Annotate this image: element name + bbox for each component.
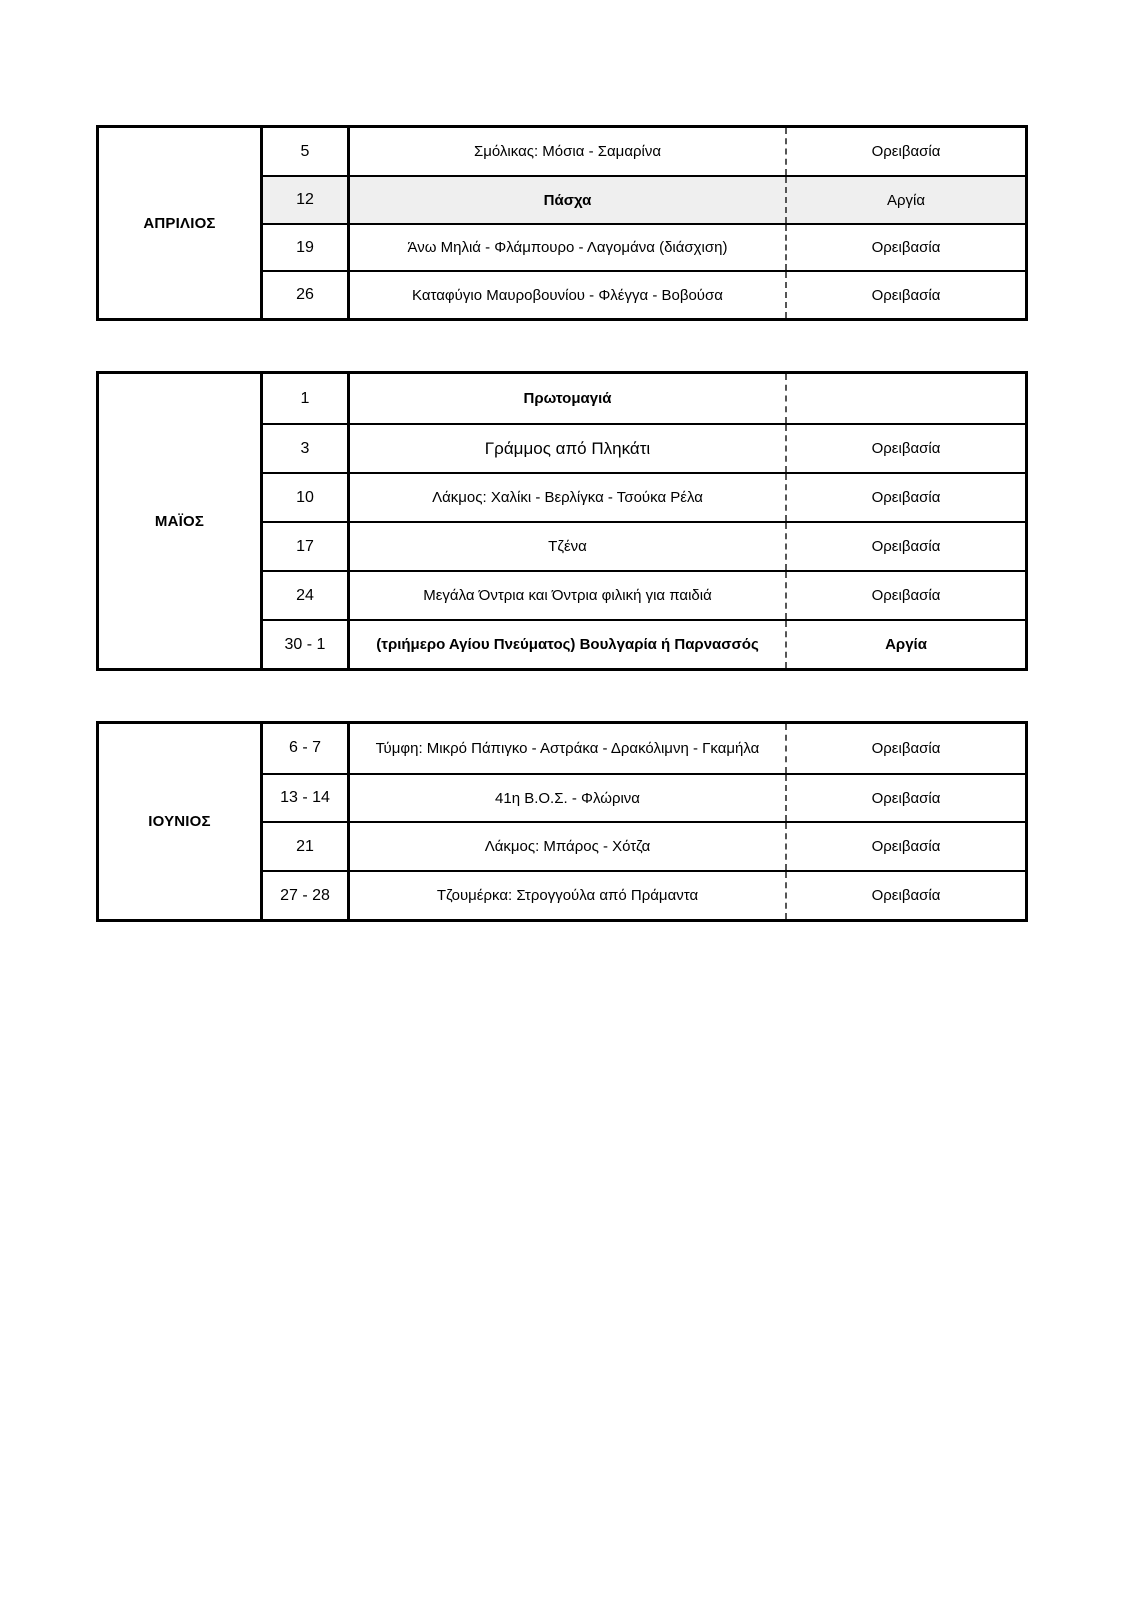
date-cell: 24 bbox=[263, 572, 350, 619]
table-row bbox=[263, 223, 1025, 271]
june-table bbox=[96, 721, 1028, 922]
table-row bbox=[263, 472, 1025, 521]
date-cell: 26 bbox=[263, 272, 350, 318]
route-cell: Καταφύγιο Μαυροβουνίου - Φλέγγα - Βοβούσα bbox=[350, 272, 787, 318]
date-cell: 19 bbox=[263, 225, 350, 271]
activity-type-cell: Ορειβασία bbox=[787, 425, 1025, 472]
activity-type-cell: Αργία bbox=[787, 177, 1025, 223]
route-cell: Τζένα bbox=[350, 523, 787, 570]
route-cell: (τριήμερο Αγίου Πνεύματος) Βουλγαρία ή Παρνασσός bbox=[350, 621, 787, 668]
month-label-june: ΙΟΥΝΙΟΣ bbox=[99, 724, 263, 919]
activity-type-cell: Ορειβασία bbox=[787, 823, 1025, 870]
date-cell: 1 bbox=[263, 374, 350, 423]
activity-type-cell: Ορειβασία bbox=[787, 775, 1025, 822]
table-row bbox=[263, 570, 1025, 619]
may-rows bbox=[263, 374, 1025, 668]
table-row bbox=[263, 870, 1025, 919]
route-cell: Άνω Μηλιά - Φλάμπουρο - Λαγομάνα (διάσχιση) bbox=[350, 225, 787, 271]
activity-type-cell bbox=[787, 374, 1025, 423]
month-label-may: ΜΑΪΟΣ bbox=[99, 374, 263, 668]
table-row bbox=[263, 128, 1025, 175]
date-cell: 3 bbox=[263, 425, 350, 472]
route-cell: Τύμφη: Μικρό Πάπιγκο - Αστράκα - Δρακόλιμνη - Γκαμήλα bbox=[350, 724, 787, 773]
month-label-april: ΑΠΡΙΛΙΟΣ bbox=[99, 128, 263, 318]
route-cell: Πρωτομαγιά bbox=[350, 374, 787, 423]
activity-type-cell: Ορειβασία bbox=[787, 272, 1025, 318]
activity-type-cell: Ορειβασία bbox=[787, 128, 1025, 175]
activity-type-cell: Ορειβασία bbox=[787, 872, 1025, 919]
date-cell: 6 - 7 bbox=[263, 724, 350, 773]
route-cell: Πάσχα bbox=[350, 177, 787, 223]
route-cell: Σμόλικας: Μόσια - Σαμαρίνα bbox=[350, 128, 787, 175]
route-cell: Μεγάλα Όντρια και Όντρια φιλική για παιδιά bbox=[350, 572, 787, 619]
date-cell: 13 - 14 bbox=[263, 775, 350, 822]
activity-type-cell: Ορειβασία bbox=[787, 523, 1025, 570]
activity-type-cell: Ορειβασία bbox=[787, 474, 1025, 521]
june-rows bbox=[263, 724, 1025, 919]
date-cell: 5 bbox=[263, 128, 350, 175]
route-cell: Γράμμος από Πληκάτι bbox=[350, 425, 787, 472]
date-cell: 21 bbox=[263, 823, 350, 870]
date-cell: 30 - 1 bbox=[263, 621, 350, 668]
april-table bbox=[96, 125, 1028, 321]
table-row bbox=[263, 821, 1025, 870]
table-row bbox=[263, 773, 1025, 822]
route-cell: Λάκμος: Χαλίκι - Βερλίγκα - Τσούκα Ρέλα bbox=[350, 474, 787, 521]
activity-type-cell: Αργία bbox=[787, 621, 1025, 668]
date-cell: 12 bbox=[263, 177, 350, 223]
route-cell: Λάκμος: Μπάρος - Χότζα bbox=[350, 823, 787, 870]
date-cell: 27 - 28 bbox=[263, 872, 350, 919]
table-row bbox=[263, 270, 1025, 318]
route-cell: 41η Β.Ο.Σ. - Φλώρινα bbox=[350, 775, 787, 822]
activity-type-cell: Ορειβασία bbox=[787, 225, 1025, 271]
table-row-holiday bbox=[263, 619, 1025, 668]
table-row-holiday bbox=[263, 175, 1025, 223]
table-row-holiday bbox=[263, 374, 1025, 423]
route-cell: Τζουμέρκα: Στρογγούλα από Πράμαντα bbox=[350, 872, 787, 919]
table-row bbox=[263, 423, 1025, 472]
table-row bbox=[263, 724, 1025, 773]
date-cell: 10 bbox=[263, 474, 350, 521]
activity-type-cell: Ορειβασία bbox=[787, 572, 1025, 619]
may-table bbox=[96, 371, 1028, 671]
table-row bbox=[263, 521, 1025, 570]
april-rows bbox=[263, 128, 1025, 318]
activity-type-cell: Ορειβασία bbox=[787, 724, 1025, 773]
date-cell: 17 bbox=[263, 523, 350, 570]
